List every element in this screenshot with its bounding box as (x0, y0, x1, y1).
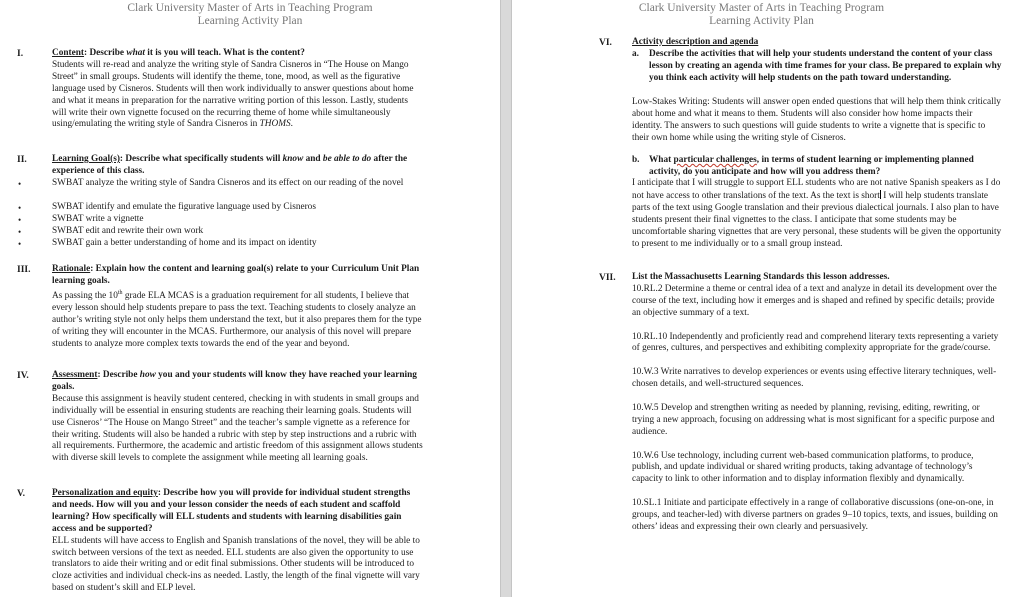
section-number: I. (17, 49, 24, 59)
section-body: ELL students will have access to English and Spanish translations of the novel, they will be able to switch between versions of the text as needed. ELL students are also given the opportunity to use translators to aide their writing and or edit final submissions. Other students will be introduced to cloze activities and individual check-ins as needed. Lastly, the length of the final vignette will vary based on student’s skill and ELP level. (52, 535, 420, 594)
section-number: II. (17, 155, 27, 165)
section-number: VI. (599, 38, 612, 48)
section-body: Because this assignment is heavily student centered, checking in with students in small groups and individually will be essential in ensuring students are reaching their learning goals. Students will use Cisneros’ “The House on Mango Street” and the teacher’s sample vignette as a reference for their writing. Students will also be handed a rubric with step by step instructions and a rubric with all requirements. Furthermore, the academic and artistic freedom of this assignment allows students with diverse skill levels to complete the assignment while meeting all learning goals. (52, 393, 423, 464)
section-body: As passing the 10th grade ELA MCAS is a graduation requirement for all students, I believe that every lesson should help students prepare to pass the text. Teaching students to closely analyze an author’s writing style not only helps them understand the text, but it also prepares them for the type of writing they will encounter in the MCAS. Furthermore, our analysis of this novel will prepare students to analyze more complex texts towards the end of the year and beyond. (52, 289, 422, 349)
item-label: b. (632, 155, 640, 165)
bullet-icon: • (18, 227, 22, 237)
plan-subtitle: Learning Activity Plan (709, 15, 814, 27)
page-header-left (0, 2, 500, 28)
bullet-icon: • (18, 203, 22, 213)
section-heading: Activity description and agenda (632, 37, 759, 47)
standard-item: 10.RL.10 Independently and proficiently read and comprehend literary texts representing a variety of genres, cultures, and perspectives and exhibiting complexity appropriate for the grade/course. (632, 331, 999, 354)
section-heading: Personalization and equity: Describe how you will provide for individual student strengths and needs. How will you and your lesson consider the needs of each student and scaffold learning? How specifically will ELL students and students with learning disabilities gain access and be supported? (52, 488, 411, 534)
list-item: SWBAT write a vignette (52, 214, 144, 224)
bullet-icon: • (18, 239, 22, 249)
program-title: Clark University Master of Arts in Teaching Program (127, 2, 373, 14)
list-item: SWBAT identify and emulate the figurative language used by Cisneros (52, 202, 316, 212)
item-question: Describe the activities that will help your students understand the content of your class lesson by creating an agenda with time frames for your class. Be prepared to explain why you think each activity will help students on the path toward understanding. (649, 49, 1002, 83)
plan-subtitle: Learning Activity Plan (197, 15, 303, 27)
section-learning-goals (52, 154, 424, 178)
section-heading: Assessment: Describe how you and your students will know they have reached your learning goals. (52, 370, 417, 392)
item-question: What particular challenges, in terms of student learning or implementing planned activity, do you anticipate and how will you address them? (649, 155, 974, 177)
list-item: SWBAT edit and rewrite their own work (52, 226, 204, 236)
standard-item: 10.W.5 Develop and strengthen writing as needed by planning, revising, editing, rewriting, or trying a new approach, focusing on addressing what is most significant for a specific purpose and audience. (632, 402, 995, 437)
page-header-right (512, 2, 1011, 28)
document-page-left[interactable] (0, 0, 500, 597)
section-standards (632, 272, 1004, 546)
section-personalization (52, 488, 424, 595)
section-body: Students will re-read and analyze the writing style of Sandra Cisneros in “The House on Mango Street” in small groups. Students will identify the theme, tone, mood, as well as the figurative language used by Cisneros. Students will then work individually to answer questions about home and what it means in preparation for the narrative writing portion of this lesson. Lastly, students will write their own vignette focused on the recurring theme of home while simultaneously using/emulating the writing style of Sandra Cisneros in THOMS. (52, 59, 414, 130)
bullet-icon: • (18, 215, 22, 225)
bullet-icon: • (18, 179, 22, 189)
section-content (52, 48, 424, 131)
section-number: IV. (17, 371, 29, 381)
section-assessment (52, 370, 424, 465)
standard-item: 10.RL.2 Determine a theme or central idea of a text and analyze in detail its development over the course of the text, including how it emerges and is shaped and refined by specific details; provide an objective summary of a text. (632, 283, 997, 318)
section-number: V. (17, 489, 26, 499)
section-heading: Learning Goal(s): Describe what specifically students will know and be able to do after the experience of this class. (52, 154, 408, 176)
standard-item: 10.SL.1 Initiate and participate effectively in a range of collaborative discussions (one-on-one, in groups, and teacher-led) with diverse partners on grades 9–10 topics, texts, and issues, building on others’ ideas and expressing their own clearly and persuasively. (632, 498, 998, 532)
section-number: III. (17, 265, 31, 275)
section-heading: List the Massachusetts Learning Standards this lesson addresses. (632, 272, 890, 282)
section-activity (632, 37, 1002, 49)
list-item: SWBAT gain a better understanding of home and its impact on identity (52, 238, 317, 248)
page-gutter (500, 0, 512, 597)
document-page-right[interactable] (512, 0, 1011, 597)
standard-item: 10.W.3 Write narratives to develop experiences or events using effective literary techniques, well-chosen details, and well-structured sequences. (632, 367, 997, 390)
program-title: Clark University Master of Arts in Teaching Program (638, 2, 885, 14)
list-item: SWBAT analyze the writing style of Sandra Cisneros and its effect on our reading of the novel (52, 178, 404, 188)
standard-item: 10.W.6 Use technology, including current web-based communication platforms, to produce, publish, and update individual or shared writing products, taking advantage of technology’s capacity to link to other information and to display information flexibly and dynamically. (632, 450, 974, 485)
item-answer: Low-Stakes Writing: Students will answer open ended questions that will help them think critically about home and what it means to them. Students will also consider how home impacts their identity. The answers to such questions will guide students to write a vignette that is specific to their own home while using the writing style of Cisneros. (632, 97, 1001, 143)
section-heading: Content: Describe what it is you will teach. What is the content? (52, 48, 305, 58)
item-answer: I anticipate that I will struggle to support ELL students who are not native Spanish speakers as I do not have access to other translations of the text. As the text is short I will help students translate parts of the text using Google translation and their previous dialectical journals. I also plan to have students present their final vignettes to the class. I anticipate that some students may be uncomfortable sharing vignettes that are very personal, these students will be given the opportunity to present to me individually or to a small group instead. (632, 178, 1002, 249)
item-label: a. (632, 49, 639, 59)
section-number: VII. (599, 273, 616, 283)
section-heading: Rationale: Explain how the content and learning goal(s) relate to your Curriculum Unit Plan learning goals. (52, 264, 420, 286)
section-rationale (52, 264, 424, 350)
